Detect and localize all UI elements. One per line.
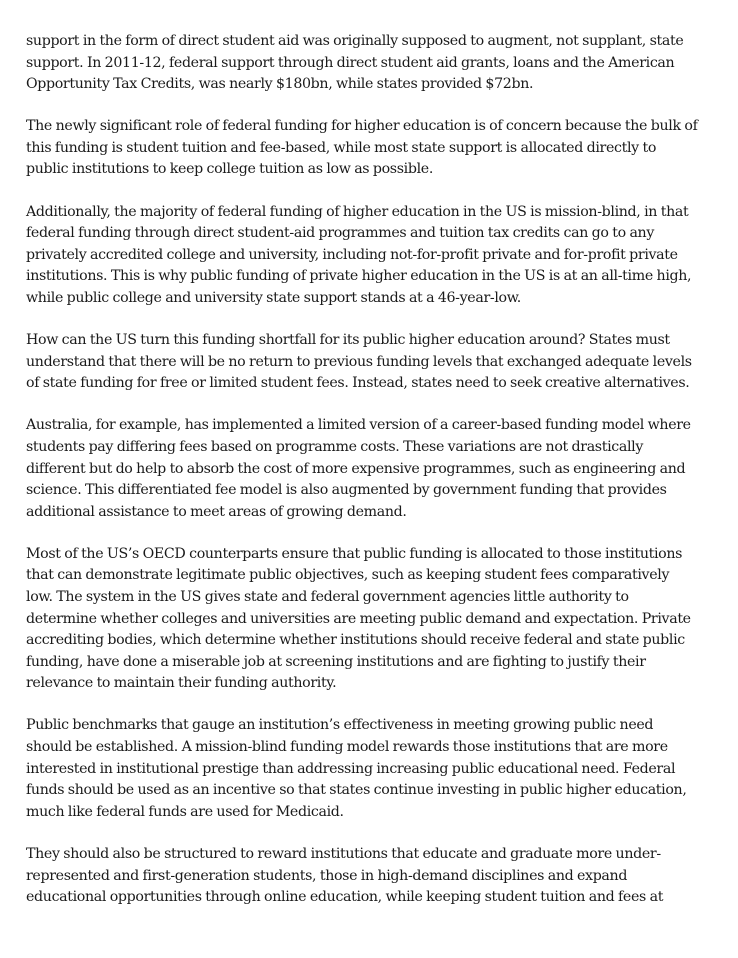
paragraph-mission-blind: Additionally, the majority of federal funding of higher education in the US is mission-blind, in that federal funding through direct student-aid programmes and tuition tax credits can go to any privately accredited college and university, including not-for-profit private and for-profit private institutions. This is why public funding of private higher education in the US is at an all-time high, while public college and university state support stands at a 46-year-low. <box>26 203 692 306</box>
paragraph-federal-role-concern: The newly significant role of federal funding for higher education is of concern because the bulk of this funding is student tuition and fee-based, while most state support is allocated directly to public institutions to keep college tuition as low as possible. <box>26 118 698 178</box>
paragraph-public-benchmarks: Public benchmarks that gauge an institution’s effectiveness in meeting growing public need should be established. A mission-blind funding model rewards those institutions that are more interested in institutional prestige than addressing increasing public educational need. Federal funds should be used as an incentive so that states continue investing in public higher education, much like federal funds are used for Medicaid. <box>26 717 687 820</box>
paragraph-australia-example: Australia, for example, has implemented a limited version of a career-based funding model where students pay differing fees based on programme costs. These variations are not drastically different but do help to absorb the cost of more expensive programmes, such as engineering and science. This differentiated fee model is also augmented by government funding that provides additional assistance to meet areas of growing demand. <box>26 417 691 520</box>
paragraph-funding-shortfall: How can the US turn this funding shortfall for its public higher education around? States must understand that there will be no return to previous funding levels that exchanged adequate levels of state funding for free or limited student fees. Instead, states need to seek creative alternatives. <box>26 332 692 392</box>
paragraph-oecd-counterparts: Most of the US’s OECD counterparts ensure that public funding is allocated to those institutions that can demonstrate legitimate public objectives, such as keeping student fees comparatively low. The system in the US gives state and federal government agencies little authority to determine whether colleges and universities are meeting public demand and expectation. Private accrediting bodies, which determine whether institutions should receive federal and state public funding, have done a miserable job at screening institutions and are fighting to justify their relevance to maintain their funding authority. <box>26 545 691 692</box>
paragraph-reward-institutions: They should also be structured to reward institutions that educate and graduate more under-represented and first-generation students, those in high-demand disciplines and expand educational opportunities through online education, while keeping student tuition and fees at <box>26 845 664 906</box>
article-body <box>26 31 698 929</box>
paragraph-federal-support: support in the form of direct student aid was originally supposed to augment, not supplant, state support. In 2011-12, federal support through direct student aid grants, loans and the American Opportunity Tax Credits, was nearly $180bn, while states provided $72bn. <box>26 33 684 93</box>
